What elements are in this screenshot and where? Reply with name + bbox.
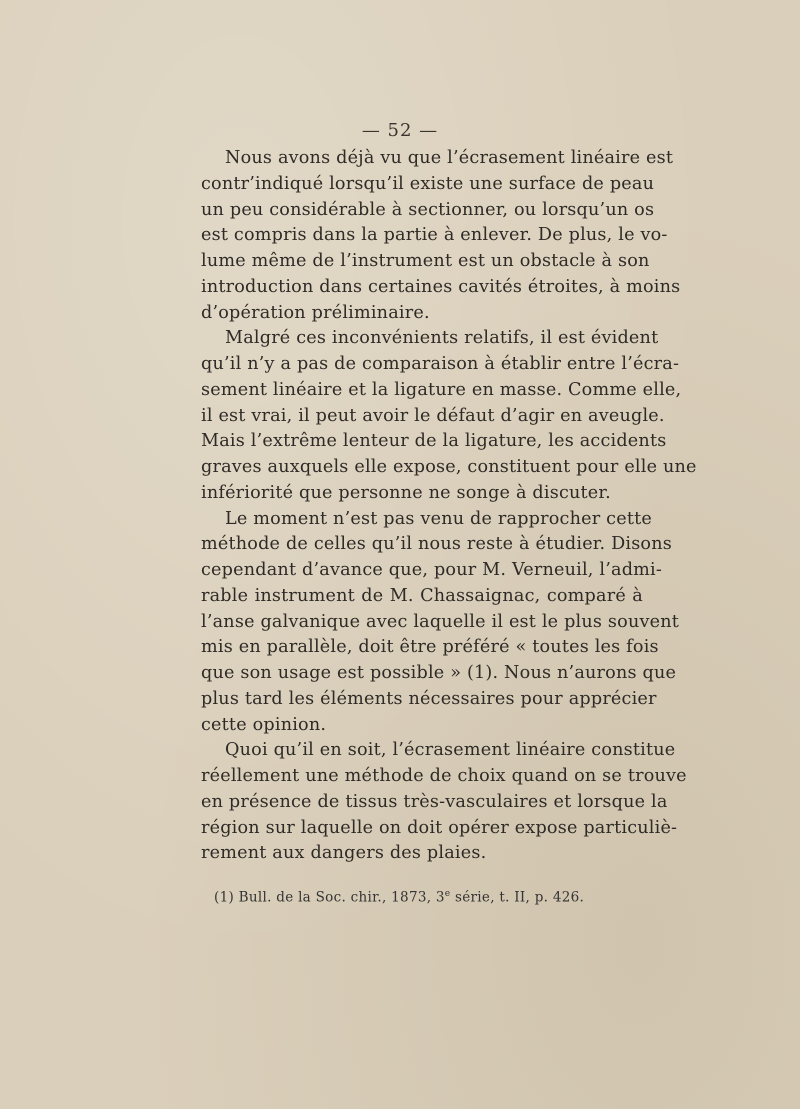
text-line: l’anse galvanique avec laquelle il est le plus souvent: [201, 611, 680, 632]
footnote-text: (1) Bull. de la Soc. chir., 1873, 3: [214, 889, 445, 906]
text-line: rement aux dangers des plaies.: [201, 843, 487, 864]
text-line: que son usage est possible » (1). Nous n’aurons que: [201, 663, 677, 683]
text-line: Le moment n’est pas venu de rapprocher cette: [225, 508, 652, 529]
text-line: graves auxquels elle expose, constituent pour elle une: [201, 457, 697, 477]
text-line: introduction dans certaines cavités étroites, à moins: [201, 276, 681, 297]
text-line: région sur laquelle on doit opérer expose particuliè-: [201, 817, 678, 838]
text-line: mis en parallèle, doit être préféré « toutes les fois: [201, 637, 659, 658]
text-line: lume même de l’instrument est un obstacle à son: [201, 251, 650, 271]
text-line: sement linéaire et la ligature en masse. Comme elle,: [201, 379, 682, 400]
text-line: méthode de celles qu’il nous reste à étudier. Disons: [201, 534, 672, 555]
text-line: cette opinion.: [201, 714, 327, 735]
footnote-text-end: série, t. II, p. 426.: [450, 889, 585, 906]
text-line: rable instrument de M. Chassaignac, comparé à: [201, 585, 643, 606]
text-line: il est vrai, il peut avoir le défaut d’agir en aveugle.: [201, 405, 665, 426]
footnote-superscript: e: [444, 889, 451, 899]
text-line: cependant d’avance que, pour M. Verneuil, l’admi-: [201, 560, 663, 580]
footnote: [214, 889, 584, 906]
text-line: en présence de tissus très-vasculaires et lorsque la: [201, 791, 668, 812]
text-line: Nous avons déjà vu que l’écrasement linéaire est: [225, 148, 674, 168]
text-line: qu’il n’y a pas de comparaison à établir entre l’écra-: [201, 354, 680, 374]
text-line: Quoi qu’il en soit, l’écrasement linéaire constitue: [225, 740, 676, 761]
text-line: réellement une méthode de choix quand on se trouve: [201, 766, 687, 786]
page-number: — 52 —: [361, 120, 439, 141]
text-line: infériorité que personne ne songe à discuter.: [201, 482, 611, 503]
text-line: plus tard les éléments nécessaires pour apprécier: [201, 688, 657, 709]
text-line: d’opération préliminaire.: [201, 302, 430, 323]
body-text: [201, 146, 697, 867]
text-line: un peu considérable à sectionner, ou lorsqu’un os: [201, 199, 655, 220]
text-line: contr’indiqué lorsqu’il existe une surface de peau: [201, 173, 655, 194]
text-line: Malgré ces inconvénients relatifs, il est évident: [225, 328, 659, 349]
text-line: Mais l’extrême lenteur de la ligature, les accidents: [201, 431, 667, 452]
text-line: est compris dans la partie à enlever. De plus, le vo-: [201, 225, 668, 246]
